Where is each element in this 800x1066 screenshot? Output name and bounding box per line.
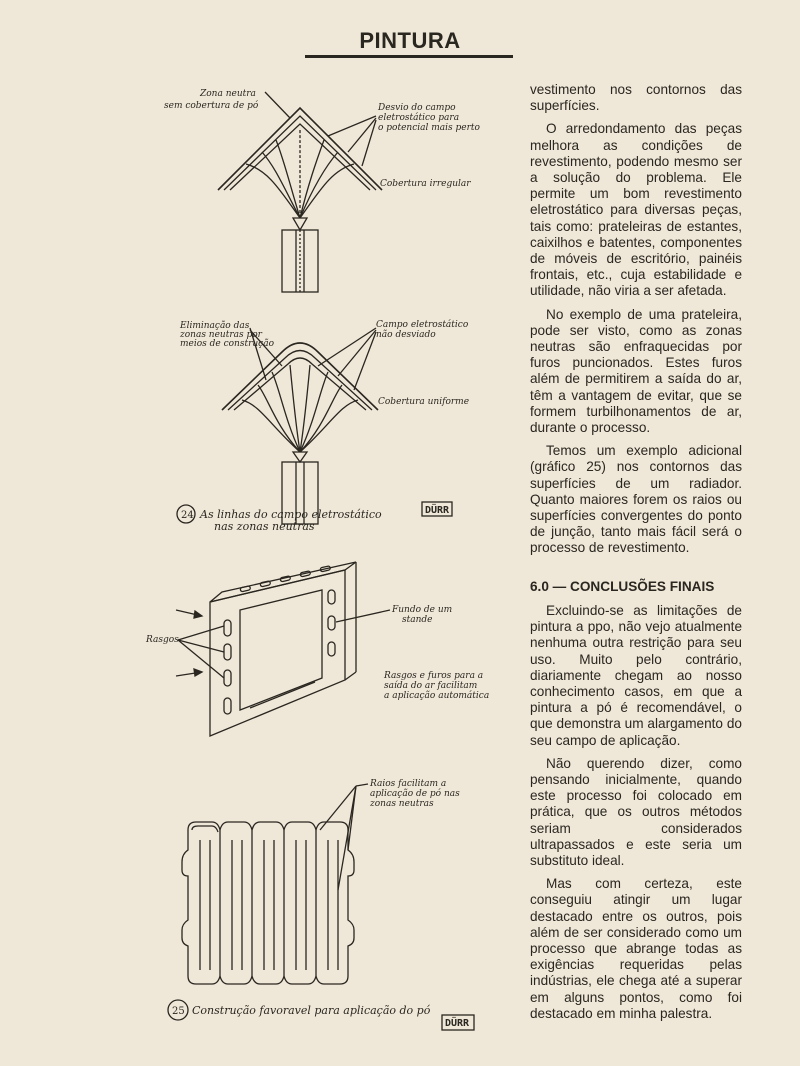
durr-logo: DÜRR [445,1018,470,1029]
label-raios-3: zonas neutras [370,799,434,809]
label-rasgos-furos-2: saída do ar facilitam [384,681,478,691]
label-cobertura-irregular: Cobertura irregular [380,179,471,189]
label-raios-2: aplicação de pó nas [370,789,460,799]
label-raios-1: Raios facilitam a [370,779,447,789]
figure-24-number: 24 [181,510,194,521]
label-campo-1: Campo eletrostático [376,320,469,330]
paragraph: No exemplo de uma prateleira, pode ser visto, como as zonas neutras são enfraquecidas por furos puncionados. Estes furos além de permitirem a saída do ar, têm a vantagem de evitar, que se formem turbilhonamentos de ar, durante o processo. [530,306,742,436]
label-fundo-1: Fundo de um [392,605,453,615]
label-rasgos-furos-3: a aplicação automática [384,691,490,701]
label-desvio-3: o potencial mais perto [378,123,480,133]
page-title: PINTURA [359,28,461,53]
label-eliminacao-2: zonas neutras por [180,330,262,340]
label-eliminacao-3: meios de construção [180,339,274,349]
label-sem-cobertura: sem cobertura de pó [164,101,259,111]
title-rule [305,55,513,58]
label-eliminacao-1: Eliminação das [180,321,250,331]
paragraph: Excluindo-se as limitações de pintura a ppo, não vejo atualmente nenhuma outra restrição para seu uso. Muito pelo contrário, diariamente chegam ao nosso conhecimento casos, em que a pintura a pó é recomendável, o que demonstra um alargamento do seu campo de aplicação. [530,602,742,748]
label-fundo-2: stande [402,615,433,625]
label-campo-2: não desviado [376,330,436,340]
figure-25-drawing [160,770,500,1040]
label-rasgos-furos-1: Rasgos e furos para a [384,671,484,681]
label-cobertura-uniforme: Cobertura uniforme [378,397,470,407]
figure-24-caption-line-2: nas zonas neutras [214,520,315,533]
figure-25-number: 25 [172,1006,185,1017]
label-rasgos: Rasgos [146,635,179,645]
figure-stand-drawing [140,560,520,750]
figure-25 [160,770,500,1040]
paragraph: Não querendo dizer, como pensando inicialmente, quando este processo foi colocado em prática, que os outros métodos seriam considerados ultrapassados e este seria um substituto ideal. [530,755,742,868]
label-zona-neutra: Zona neutra [200,89,256,99]
paragraph: O arredondamento das peças melhora as condições de revestimento, podendo mesmo ser a solução do problema. Ele permite um bom revestimento eletrostático para diversas peças, tais como: prateleiras de estantes, caixilhos e batentes, componentes de móveis de escritório, painéis frontais, etc., cuja estabilidade e utilidade, não viria a ser afetada. [530,121,742,299]
paragraph: Mas com certeza, este conseguiu atingir um lugar destacado entre os outros, pois além de ser considerado como um processo que abrange todas as exigências requeridas pelas indústrias, ele chega até a superar em alguns pontos, como foi destacado em minha palestra. [530,876,742,1021]
figure-24-caption-line-1: As linhas do campo eletrostático [200,508,382,521]
label-desvio-2: eletrostático para [378,113,460,123]
figure-stand [140,560,520,750]
figure-25-caption: Construção favoravel para aplicação do pó [192,1004,431,1017]
body-text-column [530,82,742,1029]
durr-logo: DÜRR [425,505,450,516]
figure-24 [150,80,490,540]
figure-24-drawing [150,80,490,540]
label-desvio-1: Desvio do campo [378,103,456,113]
paragraph: vestimento nos contornos das superfícies. [530,82,742,114]
paragraph: Temos um exemplo adicional (gráfico 25) nos contornos das superfícies de um radiador. Quanto maiores forem os raios ou superfícies convergentes do ponto de junção, tanto mais fácil será o processo de revestimento. [530,443,742,556]
section-heading: 6.0 — CONCLUSÕES FINAIS [530,578,715,594]
